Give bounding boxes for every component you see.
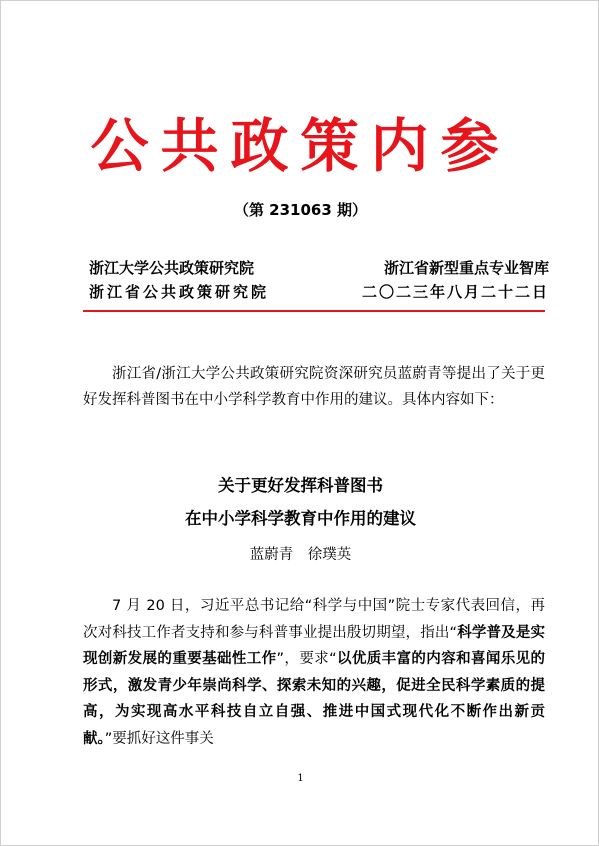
issuer-think-tank: 浙江省新型重点专业智库	[383, 259, 549, 277]
article-title-line-2: 在中小学科学教育中作用的建议	[185, 509, 416, 528]
body-bold-quote: 科学普及是实现创新发展的重要基础性工作	[83, 624, 545, 667]
article-authors: 蓝蔚青 徐璞英	[249, 547, 352, 563]
issuer-row-1	[89, 257, 549, 279]
issuer-provincial-institute: 浙江省公共政策研究院	[89, 283, 270, 301]
body-paragraph	[83, 593, 545, 752]
intro-paragraph: 浙江省/浙江大学公共政策研究院资深研究员蓝蔚青等提出了关于更好发挥科普图书在中小学科学教育中作用的建议。具体内容如下：	[83, 366, 545, 408]
issuer-row-2	[89, 281, 549, 303]
red-divider	[83, 310, 545, 312]
body-text-segment: 7 月 20 日，习近平总书记给“科学与中国”院士专家代表回信，再次对科技工作者支持和参与科普事业提出殷切期望，指出“	[83, 598, 545, 641]
article-title-line-1: 关于更好发挥科普图书	[218, 476, 383, 495]
issue-number: （第 231063 期）	[233, 201, 368, 219]
issue-date: 二〇二三年八月二十二日	[361, 283, 549, 301]
masthead-title: 公共政策内参	[90, 112, 511, 180]
body-bold-quote: 以优质丰富的内容和喜闻乐见的形式，激发青少年崇尚科学、探索未知的兴趣，促进全民科学素质的提高，为实现高水平科技自立自强、推进中国式现代化不断作出新贡献。	[83, 651, 546, 747]
body-text-segment: ”要抓好这件事关	[104, 730, 214, 747]
page-number: 1	[297, 773, 304, 784]
issuer-institute: 浙江大学公共政策研究院	[89, 259, 255, 277]
body-text-segment: ”，要求“	[276, 651, 337, 667]
